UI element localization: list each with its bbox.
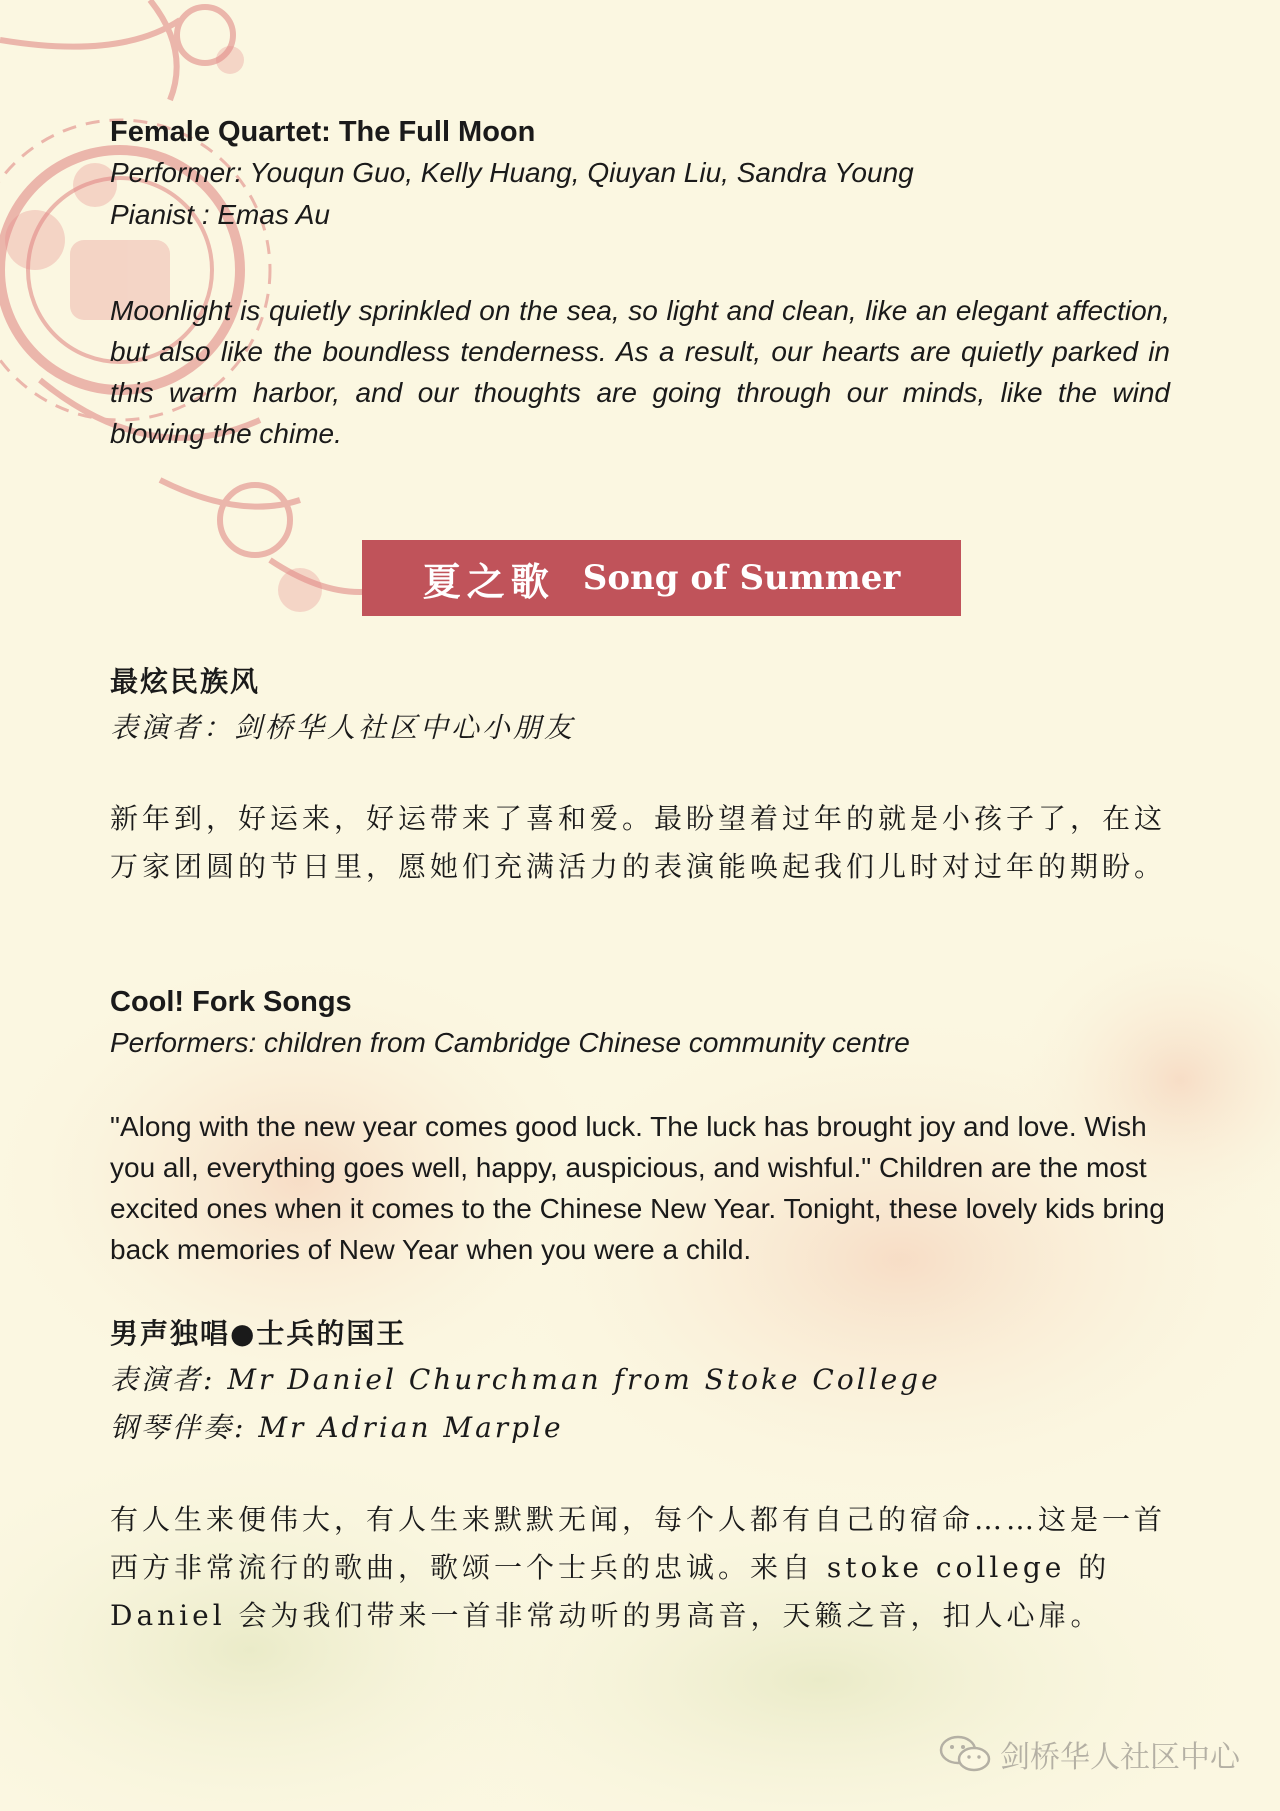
description: "Along with the new year comes good luck. The luck has brought joy and love. Wish you all, everything goes well, happy, auspicious, and wishful." Children are the most excited ones when it comes to the Chinese New Year. Tonight, these lovely kids bring back memories of New Year when you were a child. xyxy=(110,1111,1165,1265)
watermark-text: 剑桥华人社区中心 xyxy=(1000,1741,1240,1774)
description: 有人生来便伟大，有人生来默默无闻，每个人都有自己的宿命……这是一首西方非常流行的歌曲，歌颂一个士兵的忠诚。来自 stoke college 的 Daniel 会为我们带来一首非常动听的男高音，天籁之音，扣人心扉。 xyxy=(110,1503,1167,1632)
section-title: Cool! Fork Songs xyxy=(110,986,352,1018)
section-fork-songs-description xyxy=(110,1106,1170,1270)
section-folk-dance-zh xyxy=(110,660,1170,752)
section-banner xyxy=(362,540,961,616)
description: 新年到，好运来，好运带来了喜和爱。最盼望着过年的就是小孩子了，在这万家团圆的节日里，愿她们充满活力的表演能唤起我们儿时对过年的期盼。 xyxy=(110,802,1167,883)
section-soldier-king-description xyxy=(110,1496,1170,1640)
section-full-moon xyxy=(110,112,1170,236)
banner-title-zh: 夏之歌 xyxy=(422,558,555,604)
pianist-line: Pianist : Emas Au xyxy=(110,199,330,230)
section-fork-songs xyxy=(110,982,1170,1064)
watermark xyxy=(938,1732,1240,1776)
section-title: 男声独唱●士兵的国王 xyxy=(110,1317,407,1350)
description: Moonlight is quietly sprinkled on the sea, so light and clean, like an elegant affection, but also like the boundless tenderness. As a result, our hearts are quietly parked in this warm harbor, and our thoughts are going through our minds, like the wind blowing the chime. xyxy=(110,295,1170,449)
pianist-line: 钢琴伴奏: Mr Adrian Marple xyxy=(110,1411,564,1444)
performer-line: Performer: Youqun Guo, Kelly Huang, Qiuyan Liu, Sandra Young xyxy=(110,157,914,188)
section-title: Female Quartet: The Full Moon xyxy=(110,116,536,148)
wechat-icon xyxy=(938,1734,992,1774)
section-soldier-king xyxy=(110,1312,1170,1452)
performer-line: 表演者: Mr Daniel Churchman from Stoke College xyxy=(110,1363,941,1396)
performer-line: 表演者：剑桥华人社区中心小朋友 xyxy=(110,711,576,744)
section-title: 最炫民族风 xyxy=(110,665,261,698)
section-full-moon-description xyxy=(110,290,1170,454)
banner-title-en: Song of Summer xyxy=(582,558,901,598)
section-folk-dance-zh-description xyxy=(110,795,1170,891)
performer-line: Performers: children from Cambridge Chinese community centre xyxy=(110,1027,910,1058)
